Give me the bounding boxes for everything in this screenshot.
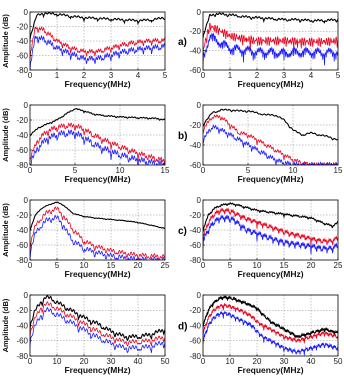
y-tick-label: -20 (16, 115, 28, 125)
x-tick-label: 15 (160, 166, 170, 175)
panel-left-a (1, 8, 168, 89)
x-tick-label: 20 (133, 261, 143, 270)
x-tick-label: 0 (27, 71, 33, 80)
x-tick-label: 25 (160, 261, 170, 270)
x-tick-label: 2 (254, 71, 260, 80)
x-axis-title: Frequency(MHz) (237, 365, 304, 375)
x-tick-label: 1 (227, 71, 233, 80)
x-axis-title: Frequency(MHz) (237, 79, 304, 89)
x-tick-label: 15 (279, 261, 289, 270)
x-tick-label: 50 (333, 357, 343, 366)
x-tick-label: 5 (335, 71, 341, 80)
x-tick-label: 10 (225, 357, 235, 366)
series-line-black (30, 109, 165, 136)
x-tick-label: 0 (27, 357, 33, 366)
x-axis-title: Frequency(MHz) (64, 174, 131, 184)
y-tick-label: -60 (189, 160, 201, 170)
x-tick-label: 3 (281, 71, 287, 80)
x-tick-label: 20 (79, 357, 89, 366)
x-tick-label: 4 (308, 71, 314, 80)
y-axis-title: Amplitude (dB) (1, 14, 10, 68)
y-axis-title: Amplitude (dB) (1, 203, 10, 257)
panel-label: d) (178, 321, 188, 333)
x-tick-label: 15 (106, 261, 116, 270)
y-tick-label: -80 (189, 351, 201, 361)
x-tick-label: 25 (333, 261, 343, 270)
y-tick-label: -20 (16, 210, 28, 220)
y-tick-label: 0 (23, 100, 28, 110)
x-tick-label: 0 (27, 261, 33, 270)
y-tick-label: -60 (16, 336, 28, 346)
x-tick-label: 10 (252, 261, 262, 270)
x-tick-label: 0 (200, 357, 206, 366)
x-tick-label: 10 (79, 261, 89, 270)
panel-left-b (1, 101, 170, 184)
y-tick-label: -40 (16, 130, 28, 140)
x-tick-label: 5 (54, 261, 60, 270)
y-tick-label: -40 (16, 321, 28, 331)
x-tick-label: 20 (306, 261, 316, 270)
x-tick-label: 10 (52, 357, 62, 366)
x-tick-label: 2 (81, 71, 87, 80)
series-line-black (203, 109, 338, 140)
panel-label: b) (178, 131, 188, 142)
y-tick-label: 0 (23, 290, 28, 300)
x-tick-label: 0 (200, 71, 206, 80)
y-tick-label: -60 (16, 51, 28, 61)
y-tick-label: 0 (196, 195, 201, 205)
y-tick-label: -40 (16, 225, 28, 235)
y-tick-label: 0 (196, 100, 201, 110)
x-tick-label: 5 (227, 261, 233, 270)
x-tick-label: 4 (135, 71, 141, 80)
y-tick-label: -60 (189, 240, 201, 250)
y-axis-title: Amplitude (dB) (1, 108, 10, 162)
x-tick-label: 40 (133, 357, 143, 366)
series-line-red (203, 115, 338, 167)
y-tick-label: -40 (16, 36, 28, 46)
y-tick-label: -40 (189, 140, 201, 150)
x-tick-label: 10 (288, 166, 298, 175)
panel-right-d (178, 291, 343, 375)
x-tick-label: 40 (306, 357, 316, 366)
x-tick-label: 50 (160, 357, 170, 366)
x-tick-label: 5 (162, 71, 168, 80)
y-tick-label: -40 (189, 321, 201, 331)
y-tick-label: -20 (16, 22, 28, 32)
x-tick-label: 30 (279, 357, 289, 366)
x-axis-title: Frequency(MHz) (64, 269, 131, 279)
x-axis-title: Frequency(MHz) (64, 365, 131, 375)
y-tick-label: -60 (189, 336, 201, 346)
series-line-black (30, 202, 165, 231)
y-tick-label: -40 (189, 46, 201, 56)
y-tick-label: -60 (16, 240, 28, 250)
y-tick-label: -20 (189, 27, 201, 37)
x-tick-label: 15 (333, 166, 343, 175)
x-tick-label: 0 (200, 166, 206, 175)
x-tick-label: 1 (54, 71, 60, 80)
panel-label: a) (178, 37, 187, 48)
panel-right-b (178, 101, 343, 184)
panel-label: c) (178, 226, 187, 237)
x-tick-label: 10 (115, 166, 125, 175)
x-axis-title: Frequency(MHz) (237, 174, 304, 184)
y-tick-label: 0 (23, 195, 28, 205)
y-axis-title: Amplitude (dB) (1, 298, 10, 353)
y-tick-label: -80 (16, 160, 28, 170)
series-line-red (30, 27, 165, 60)
series-line-black (30, 13, 165, 40)
x-tick-label: 30 (106, 357, 116, 366)
y-tick-label: -20 (16, 306, 28, 316)
panel-right-a (178, 8, 341, 89)
y-tick-label: 0 (196, 290, 201, 300)
x-tick-label: 5 (72, 166, 78, 175)
series-line-red (203, 208, 338, 245)
y-tick-label: -20 (189, 210, 201, 220)
y-tick-label: -80 (16, 255, 28, 265)
series-line-black (30, 295, 165, 340)
y-tick-label: -20 (189, 120, 201, 130)
y-tick-label: -60 (16, 145, 28, 155)
panel-left-d (1, 291, 170, 375)
x-tick-label: 0 (27, 166, 33, 175)
x-tick-label: 3 (108, 71, 114, 80)
x-axis-title: Frequency(MHz) (64, 79, 131, 89)
y-tick-label: 0 (23, 7, 28, 17)
panel-left-c (1, 196, 170, 279)
series-line-blue (203, 125, 338, 167)
x-tick-label: 0 (200, 261, 206, 270)
y-tick-label: -80 (16, 351, 28, 361)
y-tick-label: -80 (16, 65, 28, 75)
y-tick-label: -20 (189, 306, 201, 316)
x-tick-label: 20 (252, 357, 262, 366)
y-tick-label: -40 (189, 225, 201, 235)
panel-right-c (178, 196, 343, 279)
y-tick-label: -60 (189, 65, 201, 75)
x-axis-title: Frequency(MHz) (237, 269, 304, 279)
y-tick-label: -80 (189, 255, 201, 265)
x-tick-label: 5 (245, 166, 251, 175)
y-tick-label: 0 (196, 7, 201, 17)
